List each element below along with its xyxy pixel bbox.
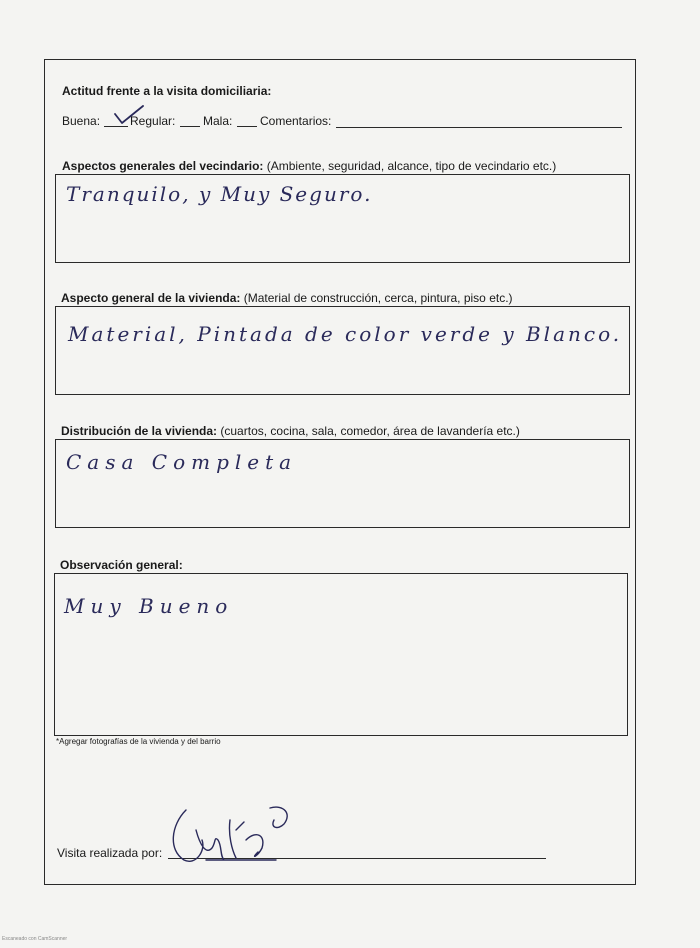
photo-note: *Agregar fotografías de la vivienda y del barrio bbox=[56, 737, 221, 746]
comments-line[interactable] bbox=[336, 127, 622, 128]
housing-title: Aspecto general de la vivienda: bbox=[61, 291, 241, 305]
bad-blank[interactable] bbox=[237, 126, 257, 127]
neighborhood-heading bbox=[62, 159, 556, 173]
bad-label: Mala: bbox=[203, 114, 233, 128]
housing-heading bbox=[61, 291, 513, 305]
good-label: Buena: bbox=[62, 114, 101, 128]
good-blank[interactable] bbox=[104, 126, 128, 127]
regular-blank[interactable] bbox=[180, 126, 200, 127]
attitude-title: Actitud frente a la visita domiciliaria: bbox=[62, 84, 272, 98]
housing-box[interactable] bbox=[55, 306, 630, 395]
visit-by-label: Visita realizada por: bbox=[57, 846, 163, 860]
observation-title: Observación general: bbox=[60, 558, 183, 572]
distribution-heading bbox=[61, 424, 520, 438]
signature-icon bbox=[166, 800, 296, 870]
neighborhood-hint: (Ambiente, seguridad, alcance, tipo de vecindario etc.) bbox=[266, 159, 557, 173]
housing-answer: Material, Pintada de color verde y Blanco. bbox=[68, 322, 623, 346]
neighborhood-answer: Tranquilo, y Muy Seguro. bbox=[66, 182, 373, 206]
regular-label: Regular: bbox=[130, 114, 176, 128]
scanner-watermark: Escaneado con CamScanner bbox=[2, 936, 68, 942]
distribution-answer: Casa Completa bbox=[66, 450, 298, 474]
housing-hint: (Material de construcción, cerca, pintura, piso etc.) bbox=[243, 291, 513, 305]
distribution-title: Distribución de la vivienda: bbox=[61, 424, 218, 438]
neighborhood-title: Aspectos generales del vecindario: bbox=[62, 159, 264, 173]
distribution-hint: (cuartos, cocina, sala, comedor, área de lavandería etc.) bbox=[220, 424, 520, 438]
comments-label: Comentarios: bbox=[260, 114, 332, 128]
observation-answer: Muy Bueno bbox=[64, 594, 234, 618]
